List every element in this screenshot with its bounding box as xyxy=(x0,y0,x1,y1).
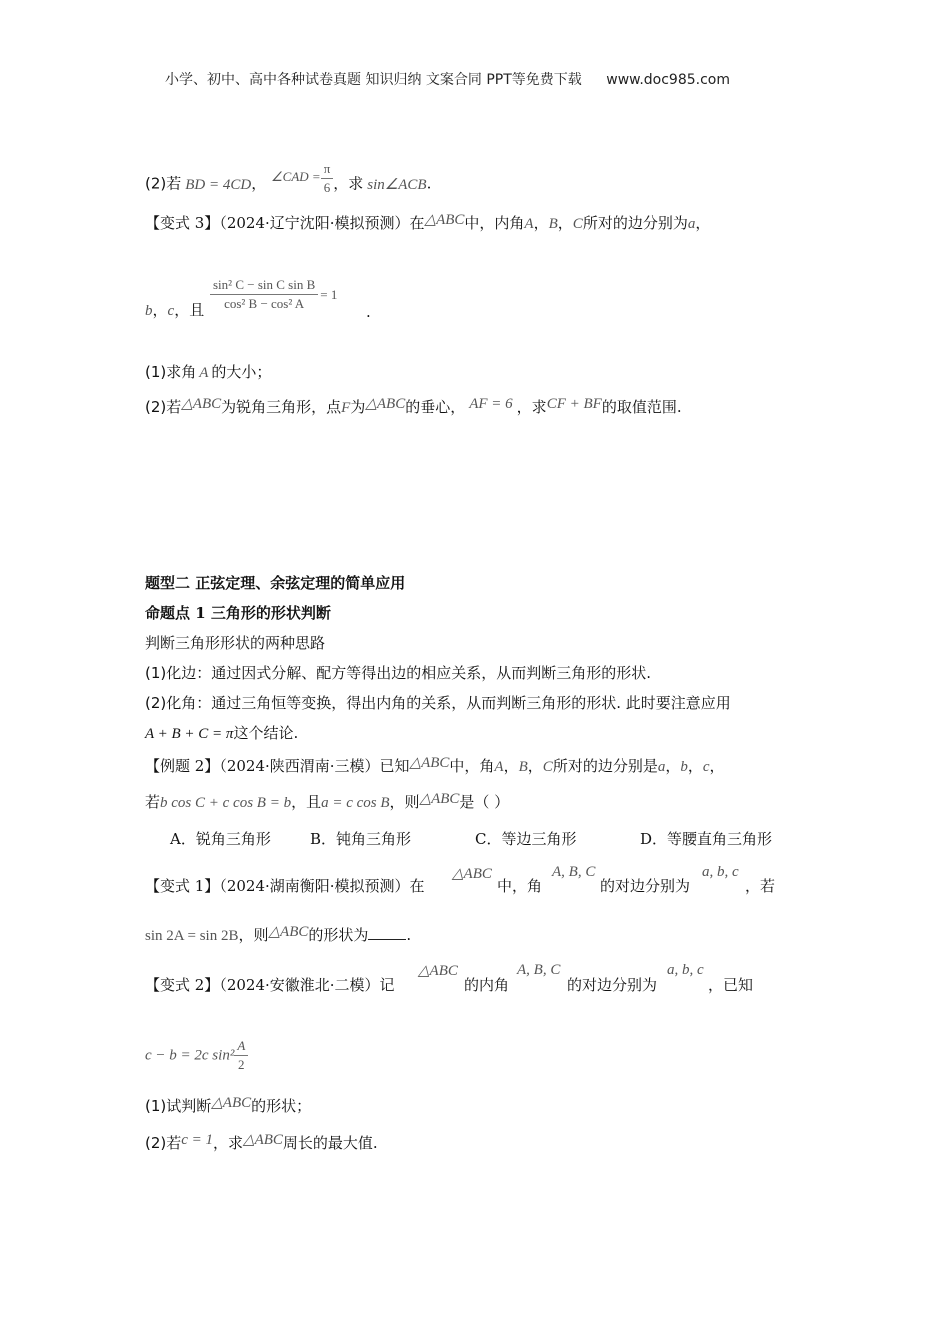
example-2-option-c[interactable]: C．等边三角形 xyxy=(475,830,577,848)
example-2-option-a[interactable]: A．锐角三角形 xyxy=(170,830,271,848)
answer-blank[interactable] xyxy=(368,925,406,940)
variant-3-q2: (2)若△ABC为锐角三角形，点F为△ABC的垂心， AF = 6 ，求CF + BF的取值范围. xyxy=(145,396,682,416)
section-intro: 判断三角形形状的两种思路 xyxy=(145,634,326,652)
prev-question-2: (2)若 BD = 4CD， ∠CAD = $\frac{\pi}{6}$ ，求 sin∠ACB. xyxy=(145,161,432,195)
variant-1-text2: 的对边分别为 xyxy=(600,877,691,895)
variant-2-sides: a, b, c xyxy=(667,962,704,978)
variant-2-stem: 【变式 2】（2024·安徽淮北·二模）记 xyxy=(145,976,395,994)
page-header xyxy=(165,70,730,90)
variant-2-text1: 的内角 xyxy=(464,976,510,994)
section-point-title: 命题点 1 三角形的形状判断 xyxy=(145,604,331,622)
section-way-2-cont: A + B + C = π这个结论. xyxy=(145,724,299,742)
variant-3-fraction: $\frac{\text{sin² C − sin C sin B}}{\text{cos² B − cos² A}}$ = 1 xyxy=(210,276,337,313)
variant-1-sides: a, b, c xyxy=(702,864,739,880)
header-url[interactable]: www.doc985.com xyxy=(606,72,730,88)
variant-1-text3: ，若 xyxy=(745,877,776,895)
variant-2-angles: A, B, C xyxy=(517,962,561,978)
variant-3-condition: b，c，且 xyxy=(145,301,205,319)
example-2-option-b[interactable]: B．钝角三角形 xyxy=(310,830,412,848)
variant-2-equation: c − b = 2c sin² $\frac{A}{2}$ xyxy=(145,1037,248,1074)
variant-3-stem: 【变式 3】（2024·辽宁沈阳·模拟预测）在△ABC中，内角A，B，C所对的边分别为a， xyxy=(145,212,711,232)
example-2-stem: 【例题 2】（2024·陕西渭南·三模）已知△ABC中，角A，B，C所对的边分别是a，b，c， xyxy=(145,755,725,775)
section-way-2: (2)化角：通过三角恒等变换，得出内角的关系，从而判断三角形的形状. 此时要注意应用 xyxy=(145,694,731,712)
variant-2-q2: (2)若c = 1，求△ABC周长的最大值. xyxy=(145,1132,378,1152)
variant-2-text3: ，已知 xyxy=(708,976,754,994)
pi-over-6: $\frac{\pi}{6}$ xyxy=(321,160,334,197)
variant-1-text1: 中，角 xyxy=(497,877,543,895)
variant-2-q1: (1)试判断△ABC的形状； xyxy=(145,1095,312,1115)
variant-1-triangle: △ABC xyxy=(452,866,492,882)
section-type-title: 题型二 正弦定理、余弦定理的简单应用 xyxy=(145,574,406,592)
variant-1-question: sin 2A = sin 2B，则△ABC的形状为 . xyxy=(145,924,412,944)
variant-3-q1: (1)求角 A 的大小； xyxy=(145,363,272,381)
variant-1-stem: 【变式 1】（2024·湖南衡阳·模拟预测）在 xyxy=(145,877,425,895)
variant-1-angles: A, B, C xyxy=(552,864,596,880)
section-way-1: (1)化边：通过因式分解、配方等得出边的相应关系，从而判断三角形的形状. xyxy=(145,664,652,682)
variant-2-triangle: △ABC xyxy=(418,963,458,979)
example-2-condition: 若b cos C + c cos B = b，且a = c cos B，则△ABC是（ ） xyxy=(145,791,510,811)
variant-3-end: . xyxy=(366,303,371,321)
variant-2-text2: 的对边分别为 xyxy=(567,976,658,994)
header-text: 小学、初中、高中各种试卷真题 知识归纳 文案合同 PPT等免费下载 xyxy=(165,72,582,88)
example-2-option-d[interactable]: D．等腰直角三角形 xyxy=(640,830,773,848)
